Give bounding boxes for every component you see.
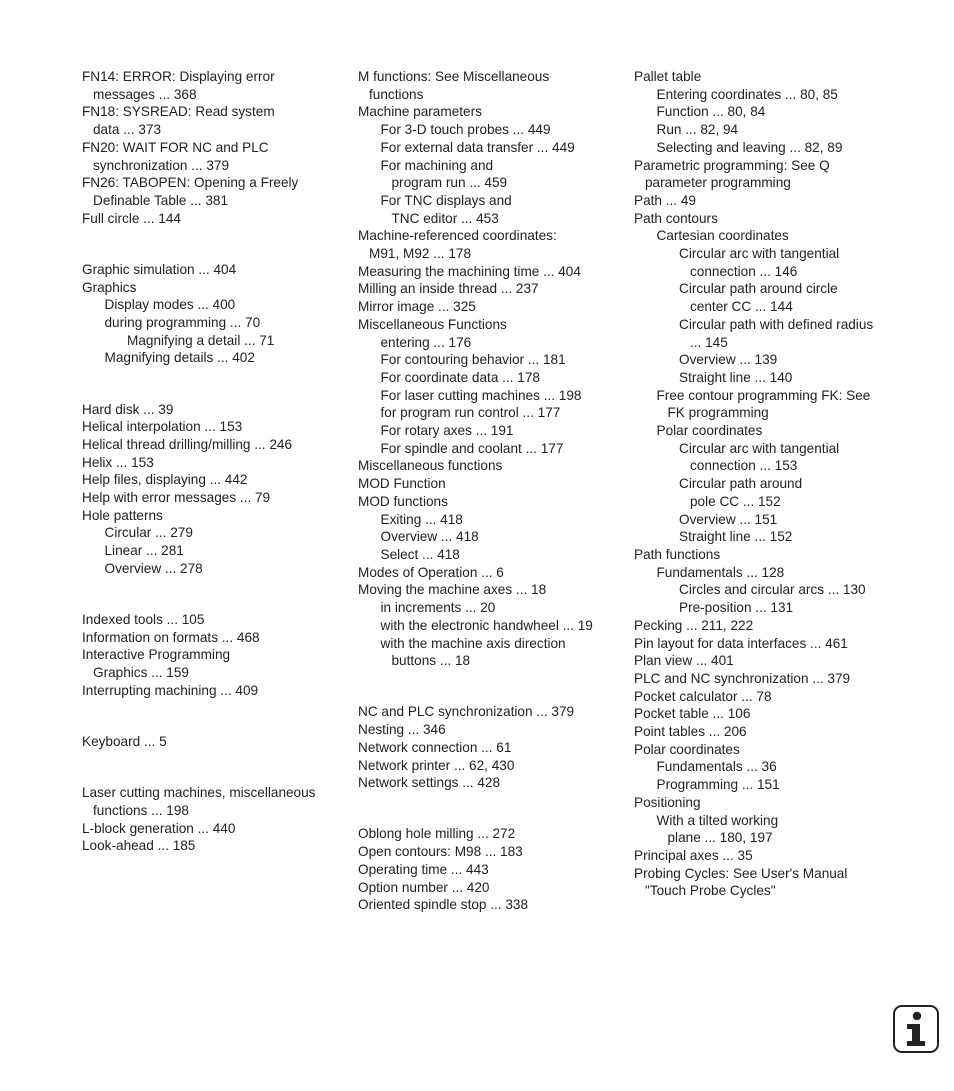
index-entry: Definable Table ... 381 [93,192,229,208]
index-entry: connection ... 153 [690,458,798,474]
index-entry: Straight line ... 152 [679,529,793,545]
index-entry: Linear ... 281 [104,543,184,559]
index-entry: Open contours: M98 ... 183 [358,844,523,860]
index-entry: Machine-referenced coordinates: [358,228,557,244]
index-entry: FN14: ERROR: Displaying error [82,69,275,84]
index-entry: Graphics ... 159 [93,665,189,681]
index-entry: MOD Function [358,476,446,492]
index-column-1 [82,68,352,855]
index-entry: Helical interpolation ... 153 [82,419,243,435]
index-entry: Select ... 418 [380,546,460,562]
index-entry: MOD functions [358,493,448,509]
index-entry: Circular path around [679,476,803,492]
index-entry: Probing Cycles: See User's Manual [634,865,848,881]
index-entry: Information on formats ... 468 [82,629,260,645]
index-entry: with the machine axis direction [380,635,566,651]
index-entry: L-block generation ... 440 [82,820,236,836]
index-entry: Pallet table [634,69,702,84]
index-entry: Overview ... 151 [679,511,778,527]
section-gap [358,792,628,826]
index-entry: Mirror image ... 325 [358,299,476,315]
index-entry: Programming ... 151 [656,777,780,793]
index-entry: pole CC ... 152 [690,493,781,509]
index-column-2 [358,68,628,914]
index-entry: For laser cutting machines ... 198 [380,387,582,403]
index-entry: Pocket calculator ... 78 [634,688,772,704]
index-entry: Network printer ... 62, 430 [358,757,515,773]
index-entry: Circular arc with tangential [679,246,840,262]
index-entry: Pecking ... 211, 222 [634,617,754,633]
index-entry: Help files, displaying ... 442 [82,472,248,488]
index-entry: during programming ... 70 [104,314,261,330]
index-entry: Interactive Programming [82,647,231,663]
index-entry: Circular arc with tangential [679,440,840,456]
index-entry: ... 145 [690,334,728,350]
index-entry: Fundamentals ... 128 [656,564,785,580]
index-entry: plane ... 180, 197 [667,830,773,846]
index-entry: Pre-position ... 131 [679,600,794,616]
index-entry: Plan view ... 401 [634,653,734,669]
index-entry: Parametric programming: See Q [634,157,830,173]
index-entry: Exiting ... 418 [380,511,463,527]
index-entry: for program run control ... 177 [380,405,561,421]
index-entry: NC and PLC synchronization ... 379 [358,704,575,720]
index-entry: Circles and circular arcs ... 130 [679,582,866,598]
index-entry: Positioning [634,794,701,810]
index-entry: entering ... 176 [380,334,472,350]
index-entry: FN26: TABOPEN: Opening a Freely [82,175,299,191]
index-entry: For coordinate data ... 178 [380,369,540,385]
index-entry: For external data transfer ... 449 [380,139,575,155]
index-entry: Hard disk ... 39 [82,401,174,417]
index-entry: Milling an inside thread ... 237 [358,281,539,297]
index-entry: Entering coordinates ... 80, 85 [656,86,838,102]
index-entry: Straight line ... 140 [679,369,793,385]
index-entry: Free contour programming FK: See [656,387,871,403]
index-entry: Oriented spindle stop ... 338 [358,897,529,913]
section-gap [82,367,352,401]
index-entry: Miscellaneous Functions [358,316,507,332]
index-entry: Full circle ... 144 [82,210,181,226]
index-entry: Pocket table ... 106 [634,706,751,722]
index-entry: Magnifying details ... 402 [104,350,255,366]
index-entry: Circular path around circle [679,281,838,297]
index-entry: Miscellaneous functions [358,458,503,474]
index-entry: Principal axes ... 35 [634,847,753,863]
index-entry: Function ... 80, 84 [656,104,766,120]
index-entry: For contouring behavior ... 181 [380,352,566,368]
section-gap [82,751,352,785]
index-entry: Modes of Operation ... 6 [358,564,504,580]
index-entry: Moving the machine axes ... 18 [358,582,547,598]
index-entry: Graphic simulation ... 404 [82,261,237,277]
index-entry: Laser cutting machines, miscellaneous [82,785,316,801]
index-entry: Cartesian coordinates [656,228,789,244]
index-entry: Helical thread drilling/milling ... 246 [82,436,293,452]
index-entry: parameter programming [645,175,791,191]
index-entry: Nesting ... 346 [358,722,446,738]
index-entry: For TNC displays and [380,192,512,208]
index-entry: PLC and NC synchronization ... 379 [634,670,851,686]
index-entry: "Touch Probe Cycles" [645,883,776,899]
index-entry: For rotary axes ... 191 [380,423,514,439]
index-entry: For 3-D touch probes ... 449 [380,122,551,138]
index-entry: data ... 373 [93,122,162,138]
index-entry: Look-ahead ... 185 [82,838,196,854]
index-entry: Operating time ... 443 [358,861,489,877]
index-entry: Circular ... 279 [104,525,193,541]
section-gap [82,227,352,261]
index-entry: synchronization ... 379 [93,157,230,173]
index-entry: With a tilted working [656,812,779,828]
index-entry: connection ... 146 [690,263,798,279]
index-entry: Overview ... 418 [380,529,479,545]
index-entry: Graphics [82,279,137,295]
info-glyph [901,1010,931,1048]
section-gap [358,670,628,704]
index-entry: Overview ... 139 [679,352,778,368]
index-entry: Hole patterns [82,507,163,523]
index-entry: Point tables ... 206 [634,724,747,740]
index-entry: For spindle and coolant ... 177 [380,440,564,456]
section-gap [82,578,352,612]
index-entry: Measuring the machining time ... 404 [358,263,581,279]
index-entry: Pin layout for data interfaces ... 461 [634,635,848,651]
index-entry: FK programming [667,405,769,421]
index-entry: Path functions [634,546,721,562]
index-entry: Help with error messages ... 79 [82,490,271,506]
index-entry: Path contours [634,210,718,226]
index-entry: Run ... 82, 94 [656,122,739,138]
index-entry: Fundamentals ... 36 [656,759,777,775]
index-entry: functions [369,86,424,102]
index-entry: functions ... 198 [93,803,189,818]
index-entry: program run ... 459 [391,175,508,191]
index-entry: FN20: WAIT FOR NC and PLC [82,139,269,155]
index-entry: buttons ... 18 [391,653,471,669]
index-entry: with the electronic handwheel ... 19 [380,617,593,633]
index-entry: Display modes ... 400 [104,297,236,313]
index-entry: Indexed tools ... 105 [82,612,205,628]
index-entry: M functions: See Miscellaneous [358,69,550,84]
index-entry: Overview ... 278 [104,560,203,576]
section-gap [82,700,352,734]
index-entry: Helix ... 153 [82,454,154,470]
index-column-3 [634,68,904,900]
index-entry: For machining and [380,157,494,173]
index-entry: Machine parameters [358,104,482,120]
index-entry: Interrupting machining ... 409 [82,682,259,698]
index-entry: center CC ... 144 [690,299,793,315]
index-entry: Keyboard ... 5 [82,734,167,750]
info-icon [893,1005,939,1053]
index-entry: Polar coordinates [656,423,763,439]
index-entry: Polar coordinates [634,741,740,757]
index-entry: FN18: SYSREAD: Read system [82,104,275,120]
index-entry: Path ... 49 [634,192,696,208]
index-entry: Circular path with defined radius [679,316,874,332]
index-entry: Network connection ... 61 [358,739,512,755]
index-entry: Option number ... 420 [358,879,490,895]
index-entry: Network settings ... 428 [358,775,501,791]
index-entry: in increments ... 20 [380,600,496,616]
index-entry: M91, M92 ... 178 [369,246,472,262]
index-entry: messages ... 368 [93,86,197,102]
index-entry: Oblong hole milling ... 272 [358,826,516,842]
index-entry: Selecting and leaving ... 82, 89 [656,139,843,155]
index-entry: Magnifying a detail ... 71 [127,332,275,348]
index-entry: TNC editor ... 453 [391,210,499,226]
